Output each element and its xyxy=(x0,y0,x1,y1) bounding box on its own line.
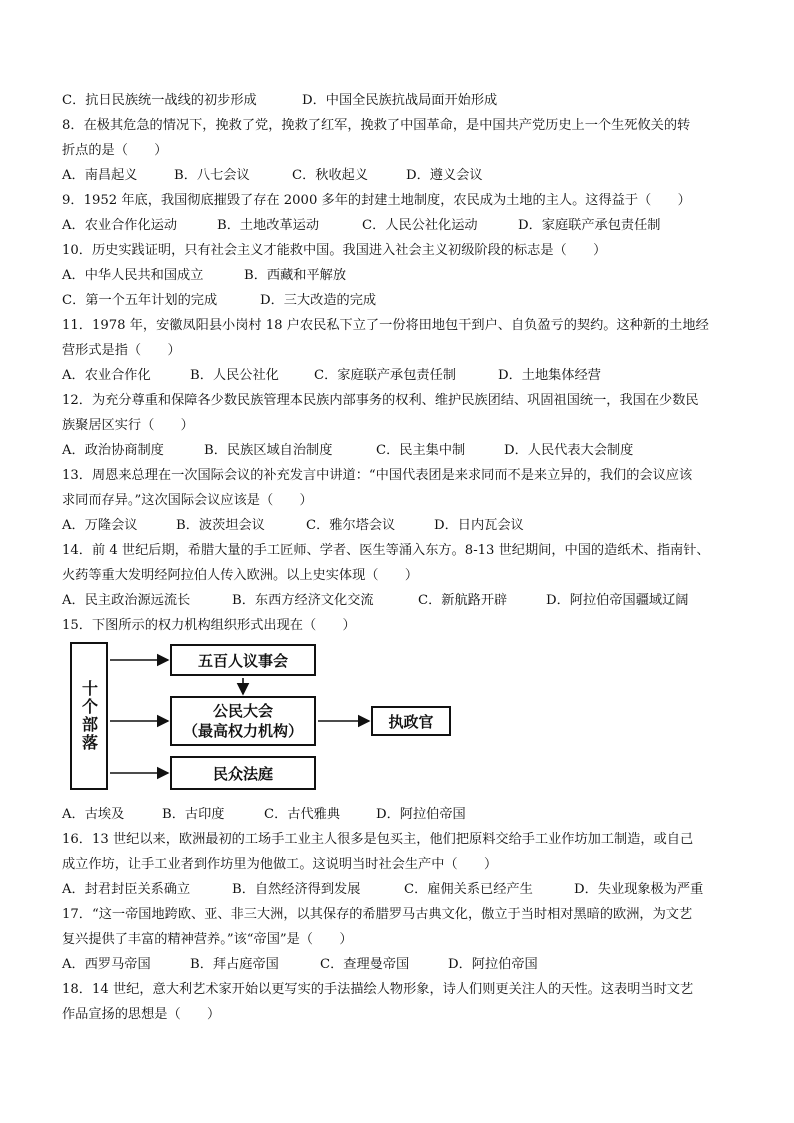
q17-stem: 17．“这一帝国地跨欧、亚、非三大洲，以其保存的希腊罗马古典文化，傲立于当时相对黑暗的欧洲，为文艺 xyxy=(62,907,693,922)
q8-option-a: A．南昌起义 xyxy=(62,168,138,183)
q12-option-c: C．民主集中制 xyxy=(376,443,466,458)
q13-option-a: A．万隆会议 xyxy=(62,518,138,533)
q14-stem-cont: 火药等重大发明经阿拉伯人传入欧洲。以上史实体现（ ） xyxy=(62,568,419,583)
q8-options xyxy=(62,163,742,188)
q17-stem-cont: 复兴提供了丰富的精神营养。”该“帝国”是（ ） xyxy=(62,932,353,947)
assembly-subtitle: （最高权力机构） xyxy=(182,722,303,740)
archon-box: 执政官 xyxy=(371,706,451,736)
q8-option-b: B．八七会议 xyxy=(174,168,250,183)
q15-option-b: B．古印度 xyxy=(162,807,225,822)
q16-option-a: A．封君封臣关系确立 xyxy=(62,882,191,897)
q17-option-c: C．查理曼帝国 xyxy=(320,957,410,972)
q10-option-c: C．第一个五年计划的完成 xyxy=(62,293,218,308)
q14-option-c: C．新航路开辟 xyxy=(418,593,508,608)
q16-stem-cont: 成立作坊，让手工业者到作坊里为他做工。这说明当时社会生产中（ ） xyxy=(62,857,498,872)
q13-stem-cont: 求同而存异。”这次国际会议应该是（ ） xyxy=(62,493,313,508)
q17-option-d: D．阿拉伯帝国 xyxy=(448,957,538,972)
q16-option-c: C．雇佣关系已经产生 xyxy=(404,882,533,897)
q15-option-d: D．阿拉伯帝国 xyxy=(376,807,466,822)
q13-option-d: D．日内瓦会议 xyxy=(434,518,524,533)
q15-option-a: A．古埃及 xyxy=(62,807,125,822)
q11-stem-cont: 营形式是指（ ） xyxy=(62,343,181,358)
q16-option-b: B．自然经济得到发展 xyxy=(232,882,361,897)
q12-stem-cont: 族聚居区实行（ ） xyxy=(62,418,194,433)
q13-option-b: B．波茨坦会议 xyxy=(176,518,265,533)
q10-options-ab xyxy=(62,263,742,288)
q7-option-c: C．抗日民族统一战线的初步形成 xyxy=(62,93,257,108)
q11-option-b: B．人民公社化 xyxy=(190,368,279,383)
q9-option-b: B．土地改革运动 xyxy=(217,218,320,233)
court-box: 民众法庭 xyxy=(170,756,316,790)
q7-options-cd xyxy=(62,88,742,113)
assembly-title: 公民大会 xyxy=(212,702,273,720)
q7-option-d: D．中国全民族抗战局面开始形成 xyxy=(302,93,498,108)
q17-option-b: B．拜占庭帝国 xyxy=(190,957,279,972)
q15-options xyxy=(62,802,742,827)
q10-option-d: D．三大改造的完成 xyxy=(260,293,377,308)
q11-option-a: A．农业合作化 xyxy=(62,368,151,383)
q16-stem: 16．13 世纪以来，欧洲最初的工场手工业主人很多是包买主，他们把原料交给手工业作坊加工制造，或自己 xyxy=(62,832,694,847)
q18-stem: 18．14 世纪，意大利艺术家开始以更写实的手法描绘人物形象，诗人们则更关注人的天性。这表明当时文艺 xyxy=(62,982,694,997)
q11-stem: 11．1978 年，安徽凤阳县小岗村 18 户农民私下立了一份将田地包干到户、自负盈亏的契约。这种新的土地经 xyxy=(62,318,709,333)
q15-option-c: C．古代雅典 xyxy=(264,807,341,822)
q13-options xyxy=(62,513,742,538)
q9-options xyxy=(62,213,742,238)
exam-page xyxy=(62,88,742,1027)
q16-option-d: D．失业现象极为严重 xyxy=(574,882,704,897)
q18-stem-cont: 作品宣扬的思想是（ ） xyxy=(62,1007,221,1022)
q14-option-d: D．阿拉伯帝国疆域辽阔 xyxy=(546,593,689,608)
q8-option-c: C．秋收起义 xyxy=(292,168,369,183)
q13-option-c: C．雅尔塔会议 xyxy=(306,518,396,533)
q12-option-a: A．政治协商制度 xyxy=(62,443,164,458)
power-structure-diagram xyxy=(66,642,466,798)
q12-options xyxy=(62,438,742,463)
q12-option-d: D．人民代表大会制度 xyxy=(504,443,634,458)
ten-tribes-box: 十个部落 xyxy=(70,642,108,790)
q14-option-b: B．东西方经济文化交流 xyxy=(232,593,374,608)
assembly-box xyxy=(170,696,316,746)
q12-option-b: B．民族区域自治制度 xyxy=(204,443,333,458)
q10-stem: 10．历史实践证明，只有社会主义才能救中国。我国进入社会主义初级阶段的标志是（ ） xyxy=(62,243,607,258)
q9-option-d: D．家庭联产承包责任制 xyxy=(518,218,661,233)
q11-options xyxy=(62,363,742,388)
q10-option-b: B．西藏和平解放 xyxy=(244,268,347,283)
council-box: 五百人议事会 xyxy=(170,644,316,676)
q9-option-c: C．人民公社化运动 xyxy=(362,218,478,233)
q14-option-a: A．民主政治源远流长 xyxy=(62,593,191,608)
q16-options xyxy=(62,877,742,902)
q10-option-a: A．中华人民共和国成立 xyxy=(62,268,204,283)
q9-stem: 9．1952 年底，我国彻底摧毁了存在 2000 多年的封建土地制度，农民成为土地的主人。这得益于（ ） xyxy=(62,193,691,208)
q14-stem: 14．前 4 世纪后期，希腊大量的手工匠师、学者、医生等涌入东方。8-13 世纪期间，中国的造纸术、指南针、 xyxy=(62,543,710,558)
q8-stem-cont: 折点的是（ ） xyxy=(62,143,168,158)
q17-option-a: A．西罗马帝国 xyxy=(62,957,151,972)
q8-option-d: D．遵义会议 xyxy=(406,168,483,183)
q11-option-d: D．土地集体经营 xyxy=(498,368,601,383)
q9-option-a: A．农业合作化运动 xyxy=(62,218,178,233)
q10-options-cd xyxy=(62,288,742,313)
q11-option-c: C．家庭联产承包责任制 xyxy=(314,368,456,383)
q14-options xyxy=(62,588,742,613)
q12-stem: 12．为充分尊重和保障各少数民族管理本民族内部事务的权利、维护民族团结、巩固祖国统一，我国在少数民 xyxy=(62,393,699,408)
q15-stem: 15．下图所示的权力机构组织形式出现在（ ） xyxy=(62,618,356,633)
q13-stem: 13．周恩来总理在一次国际会议的补充发言中讲道：“中国代表团是来求同而不是来立异的，我们的会议应该 xyxy=(62,468,693,483)
q8-stem: 8．在极其危急的情况下，挽救了党，挽救了红军，挽救了中国革命，是中国共产党历史上一个生死攸关的转 xyxy=(62,118,691,133)
q17-options xyxy=(62,952,742,977)
